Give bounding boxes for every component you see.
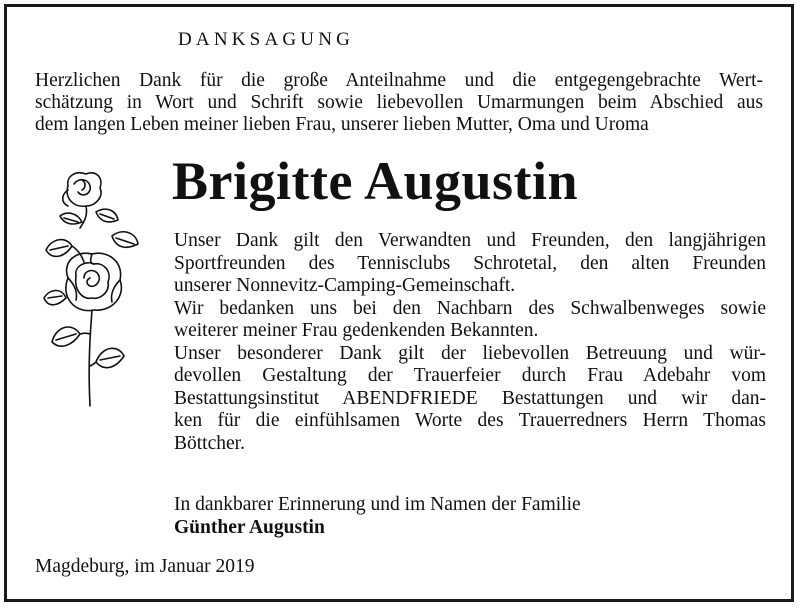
place-date: Magdeburg, im Januar 2019 — [35, 556, 255, 577]
body-line: Unser besonderer Dank gilt der liebevollen Betreuung und wür- — [174, 342, 766, 364]
body-line: Böttcher. — [174, 432, 245, 454]
notice-heading: DANKSAGUNG — [178, 29, 355, 50]
closing-block — [174, 493, 581, 539]
body-line: Bestattungsinstitut ABENDFRIEDE Bestattungen und wir dan- — [174, 387, 766, 409]
closing-text: In dankbarer Erinnerung und im Namen der Familie — [174, 494, 581, 515]
intro-line: Herzlichen Dank für die große Anteilnahme und die entgegengebrachte Wert- — [35, 70, 763, 91]
rose-icon — [38, 166, 146, 408]
body-line: Unser Dank gilt den Verwandten und Freunden, den langjährigen — [174, 230, 766, 251]
intro-paragraph — [35, 70, 763, 136]
intro-line: dem langen Leben meiner lieben Frau, unserer lieben Mutter, Oma und Uroma — [35, 114, 649, 135]
intro-line: schätzung in Wort und Schrift sowie liebevollen Umarmungen beim Abschied aus — [35, 92, 763, 113]
body-line: ken für die einfühlsamen Worte des Trauerredners Herrn Thomas — [174, 410, 766, 431]
body-line: devollen Gestaltung der Trauerfeier durch Frau Adebahr vom — [174, 365, 766, 386]
signer-name: Günther Augustin — [174, 517, 325, 538]
body-line: weiterer meiner Frau gedenkenden Bekannten. — [174, 320, 539, 341]
body-line: Sportfreunden des Tennisclubs Schrotetal, den alten Freunden — [174, 252, 766, 274]
thanks-paragraph — [174, 230, 766, 455]
body-line: Wir bedanken uns bei den Nachbarn des Schwalbenweges sowie — [174, 297, 766, 319]
deceased-name: Brigitte Augustin — [172, 151, 579, 211]
body-line: unserer Nonnevitz-Camping-Gemeinschaft. — [174, 275, 516, 296]
